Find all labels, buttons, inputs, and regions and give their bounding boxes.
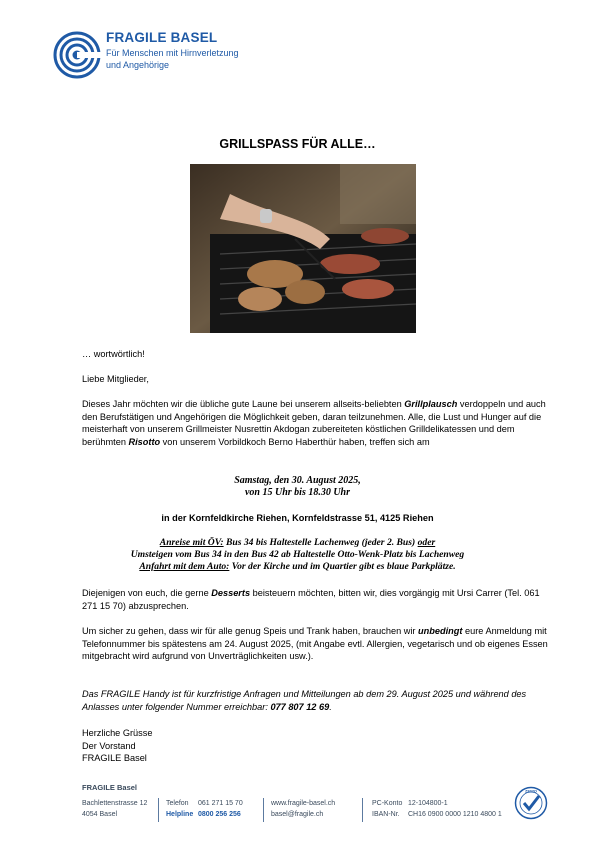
footer-tel: 061 271 15 70 [197,800,243,807]
event-venue: in der Kornfeldkirche Riehen, Kornfeldstrasse 51, 4125 Riehen [161,513,434,523]
closing-org: FRAGILE Basel [82,753,147,763]
signup-text-1: Um sicher zu gehen, dass wir für alle genug Speis und Trank haben, brauchen wir [82,626,419,636]
footer-pc-label: PC-Konto [372,800,403,807]
desserts-emph: Desserts [211,588,251,598]
directions-auto [0,561,595,573]
desserts-text-1: Diejenigen von euch, die gerne [82,588,212,598]
oder-label: oder [417,537,436,548]
directions-transfer: Umsteigen vom Bus 34 in den Bus 42 ab Haltestelle Otto-Wenk-Platz bis Lachenweg [130,549,465,560]
intro-text-2: verdoppeln und auch den Berufstätigen und Angehörigen die Möglichkeit geben, daran teilzunehmen. Alle, die Lust und Hunger auf die meisterhaft von unserem Grillmeister Nusrettin Akdogan zubereiteten köstlichen Grilldelikatessen und dem berühmten [82,399,546,447]
footer-iban: CH16 0900 0000 1210 4800 1 [407,811,502,818]
handy-number: 077 807 12 69 [270,701,330,712]
desserts-paragraph [82,587,552,612]
footer-helpline-label: Helpline [166,811,194,818]
footer-web-link[interactable]: www.fragile-basel.ch [271,800,336,807]
intro-text-1: Dieses Jahr möchten wir die übliche gute Laune bei unserem allseits-beliebten [82,399,405,409]
footer-divider [158,798,159,822]
org-tagline [106,47,306,71]
intro-emph-grillplausch: Grillplausch [404,399,458,409]
footer-email-link[interactable]: basel@fragile.ch [271,811,324,818]
event-date: Samstag, den 30. August 2025, [234,475,361,486]
page-title: GRILLSPASS FÜR ALLE… [219,137,376,151]
footer-address-street: Bachlettenstrasse 12 [82,800,148,807]
event-time: von 15 Uhr bis 18.30 Uhr [244,487,351,498]
footer-pc: 12-104800-1 [407,800,448,807]
tagline-line-2: und Angehörige [106,60,170,70]
footer-iban-label: IBAN-Nr. [372,811,400,818]
intro-text-3: von unserem Vorbildkoch Berno Haberthür haben, treffen sich am [160,436,430,447]
grill-photo [190,164,416,333]
handy-text-end: . [329,701,332,712]
org-name: FRAGILE BASEL [106,30,218,45]
subtitle: … wortwörtlich! [82,349,145,359]
auto-label: Anfahrt mit dem Auto: [139,561,230,572]
tagline-line-1: Für Menschen mit Hirnverletzung [106,48,239,58]
desserts-text-2: beisteuern möchten, bitten wir, dies vorgängig mit Ursi Carrer (Tel. 061 271 15 70) abzusprechen. [82,588,540,611]
signup-text-2: eure Anmeldung mit Telefonnummer bis spätestens am 24. August 2025, (mit Angabe evtl. Allergien, vegetarisch und ob eigenes Essen mitgebracht wird aufgrund von Unverträglichkeiten usw.). [82,626,548,662]
svg-text:ZEWO: ZEWO [525,788,537,794]
footer-tel-label: Telefon [166,800,189,807]
signup-emph: unbedingt [418,626,463,636]
auto-text: Vor der Kirche und im Quartier gibt es blaue Parkplätze. [229,561,456,572]
footer-helpline: 0800 256 256 [197,811,241,818]
oev-text: Bus 34 bis Haltestelle Lachenweg (jeder 2. Bus) [223,537,418,548]
fragile-logo-icon [52,30,102,80]
footer-address [82,798,147,820]
closing-greeting: Herzliche Grüsse [82,728,153,738]
handy-paragraph [82,688,552,713]
directions-oev [0,537,595,549]
handy-text: Das FRAGILE Handy ist für kurzfristige Anfragen und Mitteilungen ab dem 29. August 2025 und während des Anlasses unter folgender Nummer erreichbar: [82,689,527,712]
signup-paragraph [82,625,552,663]
footer-divider [263,798,264,822]
footer-bank [372,798,502,820]
closing-signer: Der Vorstand [82,741,136,751]
intro-emph-risotto: Risotto [128,436,161,447]
intro-paragraph [82,398,552,448]
zewo-seal-icon [514,786,548,820]
footer-org-name: FRAGILE Basel [82,783,138,792]
footer-phone [166,798,243,820]
footer-web [271,798,335,820]
footer-divider [362,798,363,822]
greeting: Liebe Mitglieder, [82,374,149,384]
footer-address-city: 4054 Basel [82,811,118,818]
oev-label: Anreise mit ÖV: [159,537,224,548]
